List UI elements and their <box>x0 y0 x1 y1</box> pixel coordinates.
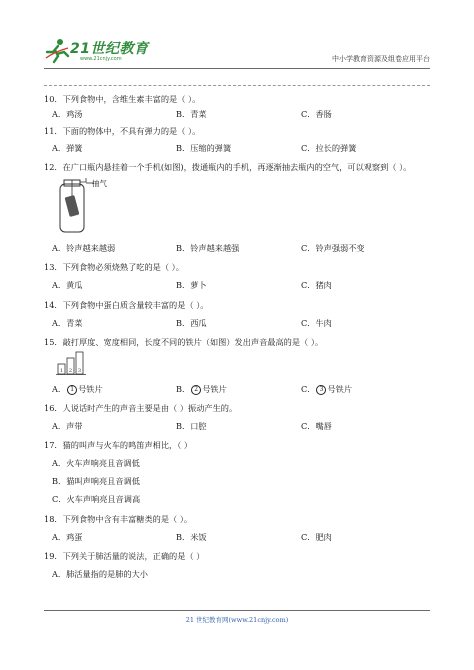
q15-option-b-suffix: 号铁片 <box>202 384 227 394</box>
q14-option-c[interactable]: C．牛肉 <box>301 318 332 328</box>
circled-number-1: 1 <box>67 385 77 395</box>
question-14: 14．下列食物中蛋白质含量较丰富的是（ ）。 <box>44 300 209 310</box>
question-16: 16．人说话时产生的声音主要是由（ ）振动产生的。 <box>44 403 238 413</box>
brand-logo <box>44 38 184 66</box>
q13-option-a[interactable]: A．黄瓜 <box>52 280 83 290</box>
question-11: 11．下面的物体中，不具有弹力的是（ ）。 <box>44 126 201 136</box>
circled-number-2: 2 <box>191 385 201 395</box>
q15-option-a-suffix: 号铁片 <box>78 384 103 394</box>
jar-figure <box>56 176 126 234</box>
iron-plates-icon <box>56 350 96 376</box>
logo-text: 21世纪教育 <box>70 41 149 57</box>
q15-option-a-letter: A． <box>52 384 67 394</box>
question-12: 12．在广口瓶内悬挂着一个手机(如图)，拨通瓶内的手机，再逐渐抽去瓶内的空气，可以观察到（ ）。 <box>44 162 412 172</box>
q15-option-a[interactable] <box>52 384 103 395</box>
q15-option-c-letter: C． <box>301 384 316 394</box>
question-15: 15．敲打厚度、宽度相同，长度不同的铁片（如图）发出声音最高的是（ ）。 <box>44 337 324 347</box>
q11-option-a[interactable]: A．弹簧 <box>52 143 83 153</box>
iron-plates-figure <box>56 350 96 376</box>
page-header <box>44 38 430 68</box>
q12-option-c[interactable]: C．铃声强弱不变 <box>301 243 365 253</box>
svg-text:1: 1 <box>59 368 64 374</box>
q19-option-a[interactable]: A．肺活量指的是肺的大小 <box>52 569 148 579</box>
q17-option-a[interactable]: A．火车声响亮且音调低 <box>52 458 140 468</box>
q12-option-a[interactable]: A．铃声越来越弱 <box>52 243 116 253</box>
question-18: 18．下列食物中含有丰富糖类的是（ ）。 <box>44 514 193 524</box>
logo-url: www.21cnjy.com <box>80 56 122 62</box>
q15-option-c-suffix: 号铁片 <box>327 384 353 394</box>
q15-option-b-letter: B． <box>176 384 191 394</box>
question-17: 17．猫的叫声与火车的鸣笛声相比，（ ） <box>44 440 193 450</box>
q14-option-a[interactable]: A．青菜 <box>52 318 83 328</box>
svg-text:3: 3 <box>77 368 82 374</box>
q13-option-c[interactable]: C．猪肉 <box>301 280 332 290</box>
q17-option-b[interactable]: B．猫叫声响亮且音调低 <box>52 476 140 486</box>
footer-divider <box>44 610 430 611</box>
q13-option-b[interactable]: B．萝卜 <box>176 280 207 290</box>
q10-option-c[interactable]: C．香肠 <box>301 109 332 119</box>
q18-option-c[interactable]: C．肥肉 <box>301 532 332 542</box>
q11-option-c[interactable]: C．拉长的弹簧 <box>301 143 357 153</box>
runner-logo-icon <box>44 38 70 64</box>
header-divider <box>44 68 430 69</box>
q15-option-b[interactable] <box>176 384 227 395</box>
question-13: 13．下列食物必须烧熟了吃的是（ ）。 <box>44 262 184 272</box>
q18-option-b[interactable]: B．米饭 <box>176 532 207 542</box>
q16-option-c[interactable]: C．嘴唇 <box>301 421 332 431</box>
q15-option-c[interactable] <box>301 384 352 395</box>
pump-label: 抽气 <box>92 179 107 188</box>
q11-option-b[interactable]: B．压缩的弹簧 <box>176 143 232 153</box>
question-10: 10．下列食物中，含维生素丰富的是（ ）。 <box>44 94 201 104</box>
q16-option-a[interactable]: A．声带 <box>52 421 83 431</box>
svg-text:2: 2 <box>68 368 73 374</box>
q16-option-b[interactable]: B．口腔 <box>176 421 207 431</box>
q18-option-a[interactable]: A．鸡蛋 <box>52 532 83 542</box>
q14-option-b[interactable]: B．西瓜 <box>176 318 207 328</box>
platform-name: 中小学教育资源及组卷应用平台 <box>332 55 430 63</box>
dashed-divider <box>44 85 430 86</box>
question-19: 19．下列关于肺活量的说法，正确的是（ ） <box>44 551 205 561</box>
jar-phone-icon <box>56 176 126 234</box>
q10-option-a[interactable]: A．鸡汤 <box>52 109 83 119</box>
q10-option-b[interactable]: B．青菜 <box>176 109 207 119</box>
circled-number-3: 3 <box>316 385 326 395</box>
footer-link[interactable]: 21 世纪教育网(www.21cnjy.com) <box>185 616 289 624</box>
q12-option-b[interactable]: B．铃声越来越强 <box>176 243 240 253</box>
q17-option-c[interactable]: C．火车声响亮且音调高 <box>52 494 141 504</box>
